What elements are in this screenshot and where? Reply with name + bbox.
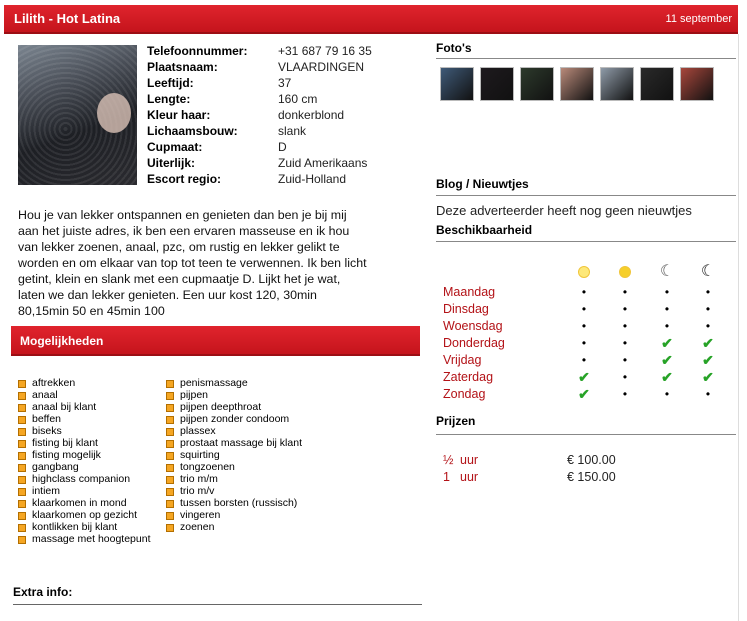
option-item: [166, 449, 302, 461]
bullet-square-icon: [166, 428, 174, 436]
bullet-square-icon: [166, 464, 174, 472]
dot-icon: •: [622, 336, 628, 350]
option-item: [166, 473, 302, 485]
bullet-square-icon: [18, 380, 26, 388]
dot-icon: •: [581, 336, 587, 350]
option-item: [166, 389, 302, 401]
prices-title: Prijzen: [436, 414, 476, 428]
option-label: prostaat massage bij klant: [180, 437, 302, 449]
profile-title: Lilith - Hot Latina: [14, 11, 121, 26]
photo-thumbnail[interactable]: [560, 67, 594, 101]
option-item: [166, 509, 302, 521]
dot-icon: •: [705, 319, 711, 333]
options-header: [11, 326, 420, 356]
spec-value: slank: [278, 124, 307, 138]
option-label: massage met hoogtepunt: [32, 533, 151, 545]
check-icon: ✔: [702, 369, 714, 385]
bullet-square-icon: [166, 392, 174, 400]
option-label: pijpen: [180, 389, 209, 401]
options-title: Mogelijkheden: [20, 334, 104, 348]
sun-afternoon-icon: [615, 262, 635, 282]
spec-label: Uiterlijk:: [147, 156, 196, 170]
bullet-square-icon: [166, 512, 174, 520]
option-label: tussen borsten (russisch): [180, 497, 298, 509]
bullet-square-icon: [166, 440, 174, 448]
extra-info-title: Extra info:: [13, 585, 73, 599]
option-label: trio m/m: [180, 473, 218, 485]
day-label: Maandag: [443, 285, 496, 299]
spec-value: 160 cm: [278, 92, 318, 106]
moon-night-icon: ☾: [700, 263, 716, 280]
options-column-2: [166, 377, 302, 533]
dot-icon: •: [622, 319, 628, 333]
option-item: [18, 389, 151, 401]
option-label: anaal: [32, 389, 58, 401]
bullet-square-icon: [166, 500, 174, 508]
option-label: gangbang: [32, 461, 79, 473]
option-label: biseks: [32, 425, 62, 437]
dot-icon: •: [664, 319, 670, 333]
bullet-square-icon: [166, 452, 174, 460]
dot-icon: •: [581, 285, 587, 299]
spec-label: Cupmaat:: [147, 140, 203, 154]
photo-thumbnail[interactable]: [680, 67, 714, 101]
bullet-square-icon: [18, 464, 26, 472]
option-label: plassex: [180, 425, 216, 437]
option-label: fisting mogelijk: [32, 449, 101, 461]
spec-label: Leeftijd:: [147, 76, 194, 90]
spec-value: donkerblond: [278, 108, 345, 122]
bullet-square-icon: [18, 416, 26, 424]
bullet-square-icon: [18, 452, 26, 460]
option-item: [166, 401, 302, 413]
photos-title: Foto's: [436, 41, 472, 55]
day-label: Zaterdag: [443, 370, 494, 384]
check-icon: ✔: [661, 335, 673, 351]
option-item: [18, 485, 151, 497]
option-label: penismassage: [180, 377, 248, 389]
option-item: [18, 413, 151, 425]
dot-icon: •: [622, 302, 628, 316]
photo-thumbnail[interactable]: [600, 67, 634, 101]
options-column-1: [18, 377, 151, 545]
price-unit: uur: [460, 453, 479, 467]
option-label: anaal bij klant: [32, 401, 97, 413]
option-label: tongzoenen: [180, 461, 235, 473]
option-label: pijpen zonder condoom: [180, 413, 290, 425]
spec-label: Plaatsnaam:: [147, 60, 218, 74]
option-item: [18, 449, 151, 461]
availability-title: Beschikbaarheid: [436, 223, 533, 237]
bullet-square-icon: [166, 380, 174, 388]
dot-icon: •: [581, 302, 587, 316]
main-photo[interactable]: [18, 45, 137, 185]
spec-value: Zuid-Holland: [278, 172, 347, 186]
option-item: [18, 401, 151, 413]
spec-label: Kleur haar:: [147, 108, 211, 122]
dot-icon: •: [664, 387, 670, 401]
option-item: [18, 473, 151, 485]
option-item: [18, 533, 151, 545]
profile-description: Hou je van lekker ontspannen en genieten dan ben je bij mij aan het juiste adres, ik ben een ervaren masseuse en ik hou van lekker zoenen, anaal, pzc, om rustig en lekker gelikt te worden en om elkaar van top tot teen te verwennen. Ik ben licht getint, klein en slank met een cupmaatje D. Lijkt het je wat, laten we dan lekker genieten. Een uur kost 120, 30min 80,15min 50 en 45min 100: [18, 208, 367, 318]
photo-thumbnail[interactable]: [440, 67, 474, 101]
column-divider: [738, 34, 739, 621]
profile-date: 11 september: [665, 13, 732, 25]
availability-divider: [436, 241, 736, 242]
dot-icon: •: [705, 387, 711, 401]
moon-evening-icon: ☾: [659, 263, 675, 280]
option-item: [166, 497, 302, 509]
dot-icon: •: [622, 370, 628, 384]
spec-label: Lichaamsbouw:: [147, 124, 238, 138]
spec-label: Telefoonnummer:: [147, 44, 248, 58]
check-icon: ✔: [661, 352, 673, 368]
option-item: [18, 461, 151, 473]
bullet-square-icon: [18, 524, 26, 532]
day-label: Vrijdag: [443, 353, 482, 367]
blog-divider: [436, 195, 736, 196]
bullet-square-icon: [166, 476, 174, 484]
bullet-square-icon: [166, 404, 174, 412]
spec-label: Lengte:: [147, 92, 191, 106]
check-icon: ✔: [578, 386, 590, 402]
option-label: intiem: [32, 485, 61, 497]
option-item: [18, 497, 151, 509]
option-item: [166, 413, 302, 425]
bullet-square-icon: [18, 512, 26, 520]
day-label: Woensdag: [443, 319, 503, 333]
check-icon: ✔: [702, 335, 714, 351]
dot-icon: •: [581, 353, 587, 367]
bullet-square-icon: [166, 524, 174, 532]
day-label: Donderdag: [443, 336, 505, 350]
spec-value: VLAARDINGEN: [278, 60, 365, 74]
sun-morning-icon: [574, 262, 594, 282]
day-label: Dinsdag: [443, 302, 489, 316]
option-item: [166, 521, 302, 533]
bullet-square-icon: [18, 392, 26, 400]
option-item: [166, 425, 302, 437]
spec-value: +31 687 79 16 35: [278, 44, 372, 58]
bullet-square-icon: [18, 404, 26, 412]
bullet-square-icon: [18, 536, 26, 544]
option-item: [18, 437, 151, 449]
spec-value: D: [278, 140, 287, 154]
price-duration: ½: [443, 453, 454, 467]
photo-thumbnail[interactable]: [520, 67, 554, 101]
prices-divider: [436, 434, 736, 435]
option-label: pijpen deepthroat: [180, 401, 262, 413]
check-icon: ✔: [661, 369, 673, 385]
option-label: klaarkomen in mond: [32, 497, 127, 509]
option-label: vingeren: [180, 509, 221, 521]
price-amount: € 100.00: [567, 453, 616, 467]
dot-icon: •: [705, 302, 711, 316]
price-unit: uur: [460, 470, 479, 484]
day-label: Zondag: [443, 387, 486, 401]
dot-icon: •: [622, 285, 628, 299]
option-label: zoenen: [180, 521, 215, 533]
bullet-square-icon: [18, 500, 26, 508]
dot-icon: •: [664, 302, 670, 316]
option-label: highclass companion: [32, 473, 131, 485]
check-icon: ✔: [702, 352, 714, 368]
check-icon: ✔: [578, 369, 590, 385]
dot-icon: •: [705, 285, 711, 299]
bullet-square-icon: [18, 428, 26, 436]
dot-icon: •: [622, 387, 628, 401]
option-item: [18, 377, 151, 389]
option-label: klaarkomen op gezicht: [32, 509, 138, 521]
photos-divider: [436, 58, 736, 59]
blog-title: Blog / Nieuwtjes: [436, 177, 529, 191]
option-label: trio m/v: [180, 485, 215, 497]
option-label: squirting: [180, 449, 220, 461]
blog-text: Deze adverteerder heeft nog geen nieuwtjes: [436, 203, 692, 218]
spec-label: Escort regio:: [147, 172, 222, 186]
option-item: [18, 509, 151, 521]
photo-thumbnail[interactable]: [640, 67, 674, 101]
option-item: [166, 377, 302, 389]
option-label: beffen: [32, 413, 62, 425]
option-label: fisting bij klant: [32, 437, 98, 449]
spec-value: 37: [278, 76, 292, 90]
option-item: [166, 437, 302, 449]
bullet-square-icon: [166, 488, 174, 496]
option-item: [166, 461, 302, 473]
option-item: [166, 485, 302, 497]
option-label: aftrekken: [32, 377, 76, 389]
price-duration: 1: [443, 470, 450, 484]
option-item: [18, 425, 151, 437]
price-amount: € 150.00: [567, 470, 616, 484]
extra-info-divider: [13, 604, 422, 605]
bullet-square-icon: [18, 488, 26, 496]
bullet-square-icon: [18, 476, 26, 484]
photo-thumbnail[interactable]: [480, 67, 514, 101]
dot-icon: •: [622, 353, 628, 367]
dot-icon: •: [664, 285, 670, 299]
option-label: kontlikken bij klant: [32, 521, 118, 533]
spec-value: Zuid Amerikaans: [278, 156, 368, 170]
option-item: [18, 521, 151, 533]
bullet-square-icon: [18, 440, 26, 448]
profile-header: [4, 5, 738, 34]
dot-icon: •: [581, 319, 587, 333]
bullet-square-icon: [166, 416, 174, 424]
